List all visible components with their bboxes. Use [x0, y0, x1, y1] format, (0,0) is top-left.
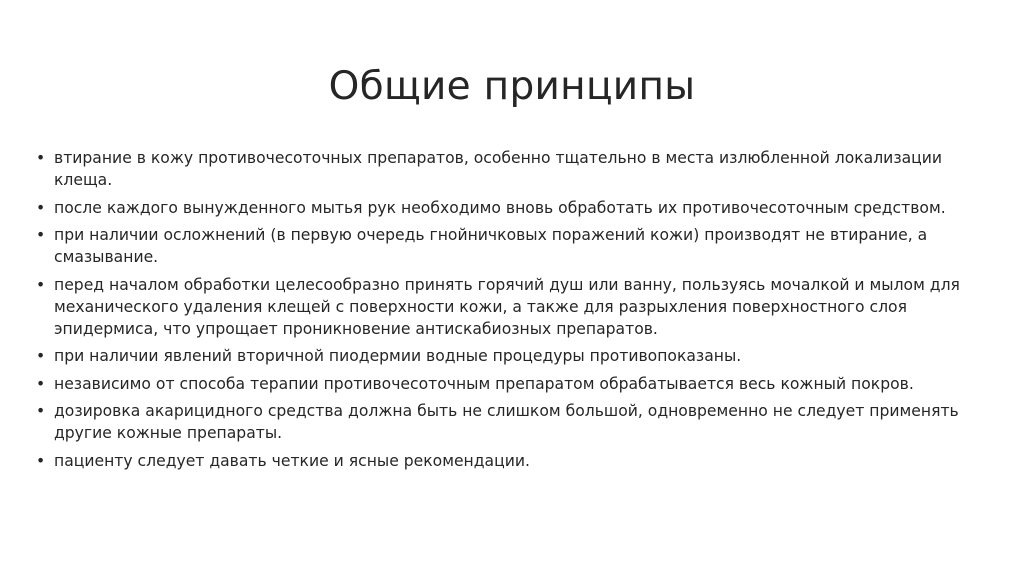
bullet-item: • втирание в кожу противочесоточных препаратов, особенно тщательно в места излюбленной локализации клеща.	[36, 147, 996, 191]
bullet-list	[36, 147, 996, 477]
bullet-item: • перед началом обработки целесообразно принять горячий душ или ванну, пользуясь мочалкой и мылом для механического удаления клещей с поверхности кожи, а также для разрыхления поверхностного слоя эпидермиса, что упрощает проникновение антискабиозных препаратов.	[36, 274, 996, 340]
bullet-item: • при наличии осложнений (в первую очередь гнойничковых поражений кожи) производят не втирание, а смазывание.	[36, 224, 996, 268]
bullet-item: • после каждого вынужденного мытья рук необходимо вновь обработать их противочесоточным средством.	[36, 197, 996, 219]
slide-title: Общие принципы	[328, 64, 696, 109]
bullet-item: • пациенту следует давать четкие и ясные рекомендации.	[36, 450, 996, 472]
bullet-item: • при наличии явлений вторичной пиодермии водные процедуры противопоказаны.	[36, 345, 996, 367]
bullet-item: • независимо от способа терапии противочесоточным препаратом обрабатывается весь кожный покров.	[36, 373, 996, 395]
bullet-item: • дозировка акарицидного средства должна быть не слишком большой, одновременно не следует применять другие кожные препараты.	[36, 400, 996, 444]
